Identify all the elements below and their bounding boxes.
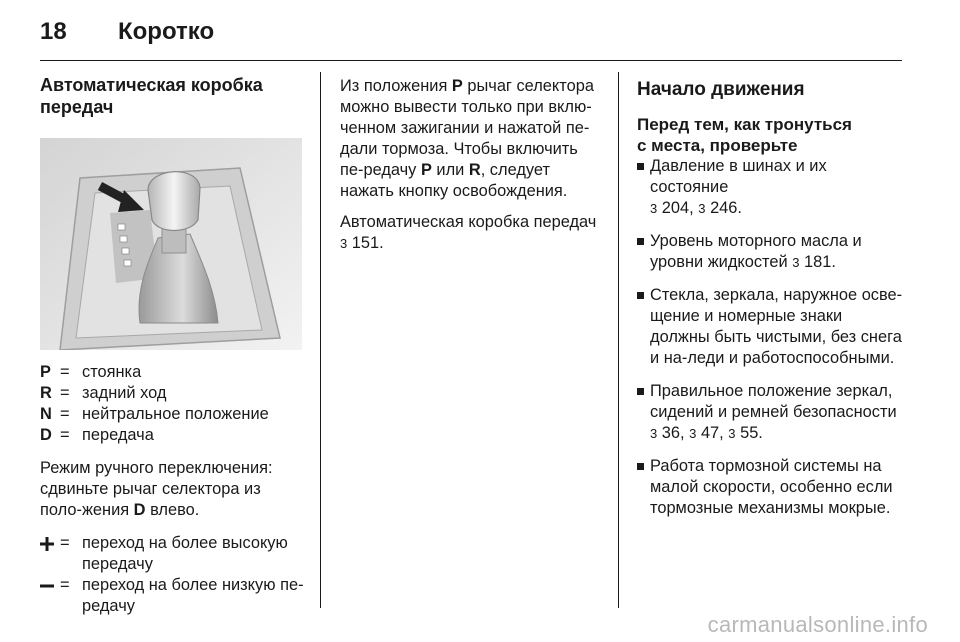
column-middle (340, 76, 605, 254)
legend-value: нейтральное положение (82, 405, 269, 423)
symbol-row-upshift (40, 533, 305, 575)
symbol-equals: = (60, 534, 70, 552)
gear-selector-illustration (40, 138, 302, 350)
legend-row-neutral (40, 404, 305, 425)
bullet-icon (637, 388, 644, 395)
page-header (40, 14, 902, 61)
park-release-paragraph (340, 76, 605, 202)
page-ref-icon: 3 (650, 426, 658, 441)
para-text: рычаг селектора можно вывести только при вклю-ченном зажигании и нажатой пе-дали тормоза. Чтобы включить пе-редачу (340, 77, 594, 179)
manual-mode-text-end: влево. (145, 501, 200, 519)
page-ref[interactable]: 55. (740, 424, 763, 442)
manual-mode-text: Режим ручного переключения: сдвиньте рычаг селектора из поло-жения (40, 459, 273, 519)
gear-lever-icon (40, 138, 302, 350)
cross-reference-paragraph (340, 212, 605, 254)
item-text: Стекла, зеркала, наружное осве-щение и номерные знаки должны быть чистыми, без снега и на-леди и работоспособными. (650, 286, 903, 367)
manual-mode-paragraph (40, 458, 305, 521)
list-item (637, 285, 903, 369)
list-item (637, 381, 903, 444)
symbol-value: переход на более низкую пе-редачу (82, 576, 304, 615)
page-ref[interactable]: 151. (351, 234, 384, 252)
legend-row-drive (40, 425, 305, 446)
page-title: Коротко (118, 18, 215, 45)
column-right (637, 72, 903, 531)
legend-key: R (40, 384, 52, 402)
symbol-equals: = (60, 576, 70, 594)
list-item (637, 456, 903, 519)
plus-icon (40, 533, 60, 575)
subheading-line: Перед тем, как тронуться (637, 115, 852, 134)
bullet-icon (637, 163, 644, 170)
item-text: Правильное положение зеркал, сидений и ремней безопасности (650, 382, 897, 421)
legend-equals: = (60, 405, 70, 423)
column-left (40, 70, 305, 617)
legend-row-park (40, 362, 305, 383)
manual-mode-key: D (133, 501, 146, 519)
list-item (637, 231, 903, 273)
item-text: Уровень моторного масла и уровни жидкостей (650, 232, 862, 271)
checklist (637, 156, 903, 519)
legend-key: P (40, 363, 51, 381)
gear-key-p: P (451, 77, 463, 95)
bullet-icon (637, 238, 644, 245)
bullet-icon (637, 463, 644, 470)
page-ref[interactable]: 36, (661, 424, 690, 442)
para-text: или (431, 161, 469, 179)
legend-value: задний ход (82, 384, 167, 402)
page-ref-icon: 3 (650, 201, 658, 216)
page-ref-icon: 3 (792, 255, 800, 270)
page-ref[interactable]: 47, (700, 424, 729, 442)
gear-legend (40, 362, 305, 446)
watermark: carmanualsonline.info (707, 612, 928, 637)
minus-icon (40, 575, 60, 617)
bullet-icon (637, 292, 644, 299)
legend-key: N (40, 405, 52, 423)
gear-key-p: P (420, 161, 432, 179)
shift-symbols (40, 533, 305, 617)
item-text: Давление в шинах и их состояние (650, 157, 827, 196)
subheading-line: с места, проверьте (637, 136, 798, 155)
cross-reference-text: Автоматическая коробка передач (340, 213, 597, 231)
page-ref[interactable]: 246. (710, 199, 742, 217)
item-text: Работа тормозной системы на малой скорости, особенно если тормозные механизмы мокрые. (650, 457, 893, 517)
section-heading-automatic-gearbox: Автоматическая коробка передач (40, 75, 263, 117)
page-number: 18 (40, 18, 67, 45)
column-divider-1 (320, 72, 321, 608)
symbol-row-downshift (40, 575, 305, 617)
page-ref[interactable]: 204, (661, 199, 699, 217)
legend-equals: = (60, 363, 70, 381)
para-text: , следует нажать кнопку освобождения. (340, 161, 568, 200)
legend-equals: = (60, 426, 70, 444)
column-divider-2 (618, 72, 619, 608)
legend-row-reverse (40, 383, 305, 404)
legend-equals: = (60, 384, 70, 402)
page-ref-icon: 3 (340, 236, 348, 251)
para-text: Из положения (340, 77, 452, 95)
list-item (637, 156, 903, 219)
legend-value: стоянка (82, 363, 142, 381)
section-heading-start-driving: Начало движения (637, 79, 805, 100)
page-ref-icon: 3 (698, 201, 706, 216)
page-ref[interactable]: 181. (804, 253, 836, 271)
legend-key: D (40, 426, 52, 444)
subheading-check-before (637, 114, 903, 156)
page-ref-icon: 3 (689, 426, 697, 441)
legend-value: передача (82, 426, 154, 444)
gear-key-r: R (468, 161, 481, 179)
symbol-value: переход на более высокую передачу (82, 534, 288, 573)
page-ref-icon: 3 (728, 426, 736, 441)
